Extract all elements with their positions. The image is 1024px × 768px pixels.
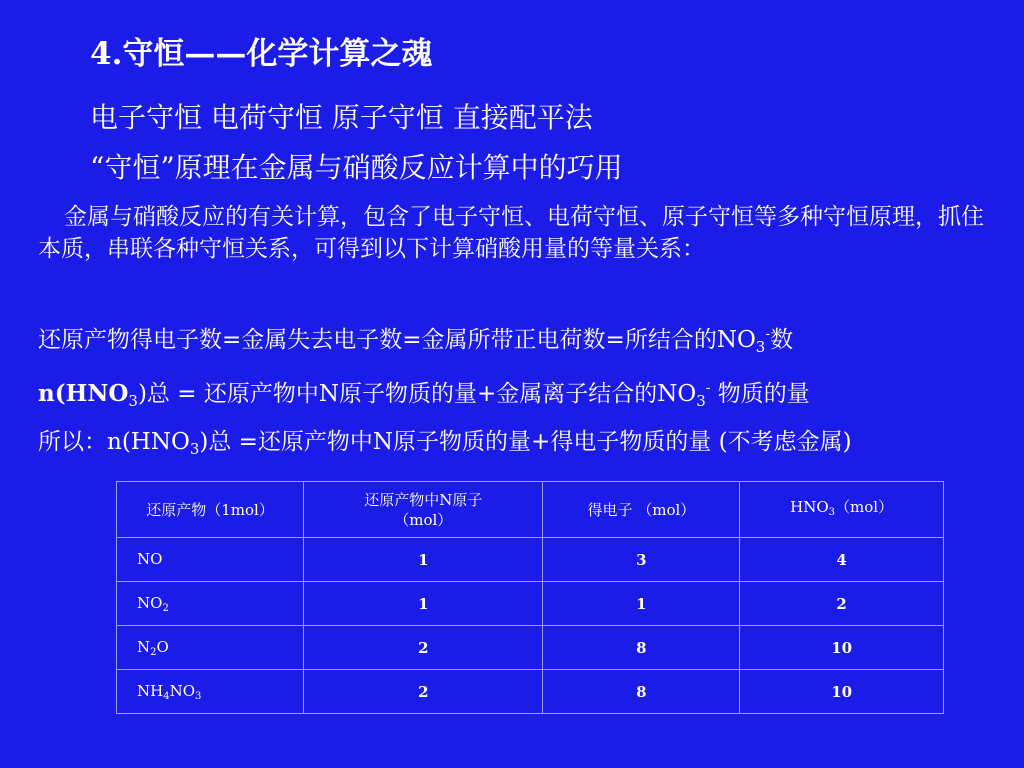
equation-text: )总 =还原产物中N原子物质的量+得电子物质的量 (不考虑金属) (199, 429, 852, 455)
hno3-cell: 4 (740, 538, 944, 582)
equation-text: 物质的量 (710, 381, 810, 407)
electrons-cell: 1 (543, 582, 740, 626)
reduction-product-table (116, 481, 944, 714)
hno3-cell: 10 (740, 626, 944, 670)
header-n-atoms-line2: （mol） (394, 510, 453, 529)
header-n-atoms-line1: 还原产物中N原子 (364, 490, 483, 509)
table-row (117, 670, 944, 714)
n-atoms-cell: 1 (304, 538, 543, 582)
formula-part: NH (137, 681, 164, 700)
header-electrons-gained: 得电子 （mol） (543, 482, 740, 538)
subscript: 3 (828, 506, 836, 518)
table-header-row (117, 482, 944, 538)
equation-conclusion (38, 426, 994, 465)
subtitle-application: “守恒”原理在金属与硝酸反应计算中的巧用 (90, 151, 623, 184)
electrons-cell: 8 (543, 626, 740, 670)
subscript: 3 (195, 690, 202, 702)
hno3-cell: 10 (740, 670, 944, 714)
superscript: - (765, 326, 771, 342)
table-row (117, 538, 944, 582)
header-n-atoms (304, 482, 543, 538)
electrons-cell: 3 (543, 538, 740, 582)
equation-electron-count (38, 318, 994, 363)
slide-title: 4.守恒——化学计算之魂 (90, 36, 433, 72)
subscript: 4 (163, 690, 170, 702)
table-row (117, 626, 944, 670)
subscript: 3 (189, 440, 200, 458)
n-atoms-cell: 2 (304, 626, 543, 670)
formula-part: NO (169, 681, 196, 700)
electrons-cell: 8 (543, 670, 740, 714)
superscript: - (705, 380, 711, 396)
intro-paragraph: 金属与硝酸反应的有关计算，包含了电子守恒、电荷守恒、原子守恒等多种守恒原理，抓住本质，串联各种守恒关系，可得到以下计算硝酸用量的等量关系： (38, 204, 984, 262)
product-cell (117, 626, 304, 670)
formula-part: N (137, 637, 151, 656)
header-reduction-product: 还原产物（1mol） (117, 482, 304, 538)
subscript: 2 (150, 646, 157, 658)
n-atoms-cell: 1 (304, 582, 543, 626)
n-atoms-cell: 2 (304, 670, 543, 714)
subscript: 3 (755, 338, 766, 356)
equation-text: 数 (770, 327, 794, 353)
formula-part: NO (137, 593, 163, 612)
product-cell (117, 538, 304, 582)
equation-text: )总 = 还原产物中N原子物质的量+金属离子结合的NO (137, 381, 697, 407)
equation-total-nitric-acid (38, 372, 994, 417)
header-hno3 (740, 482, 944, 538)
subscript: 3 (696, 392, 706, 410)
product-cell (117, 582, 304, 626)
equation-text: 所以：n(HNO (38, 429, 190, 455)
subscript: 2 (162, 602, 169, 614)
header-hno3-unit: （mol） (835, 497, 894, 516)
subtitle-conservation-methods: 电子守恒 电荷守恒 原子守恒 直接配平法 (90, 101, 593, 134)
subscript: 3 (128, 392, 138, 410)
equation-text: 还原产物得电子数=金属失去电子数=金属所带正电荷数=所结合的NO (38, 327, 756, 353)
formula-part: O (156, 637, 169, 656)
formula-part: NO (137, 549, 163, 568)
equation-text: n(HNO (38, 380, 129, 407)
product-cell (117, 670, 304, 714)
hno3-cell: 2 (740, 582, 944, 626)
table-row (117, 582, 944, 626)
header-hno3-formula: HNO (790, 497, 829, 516)
